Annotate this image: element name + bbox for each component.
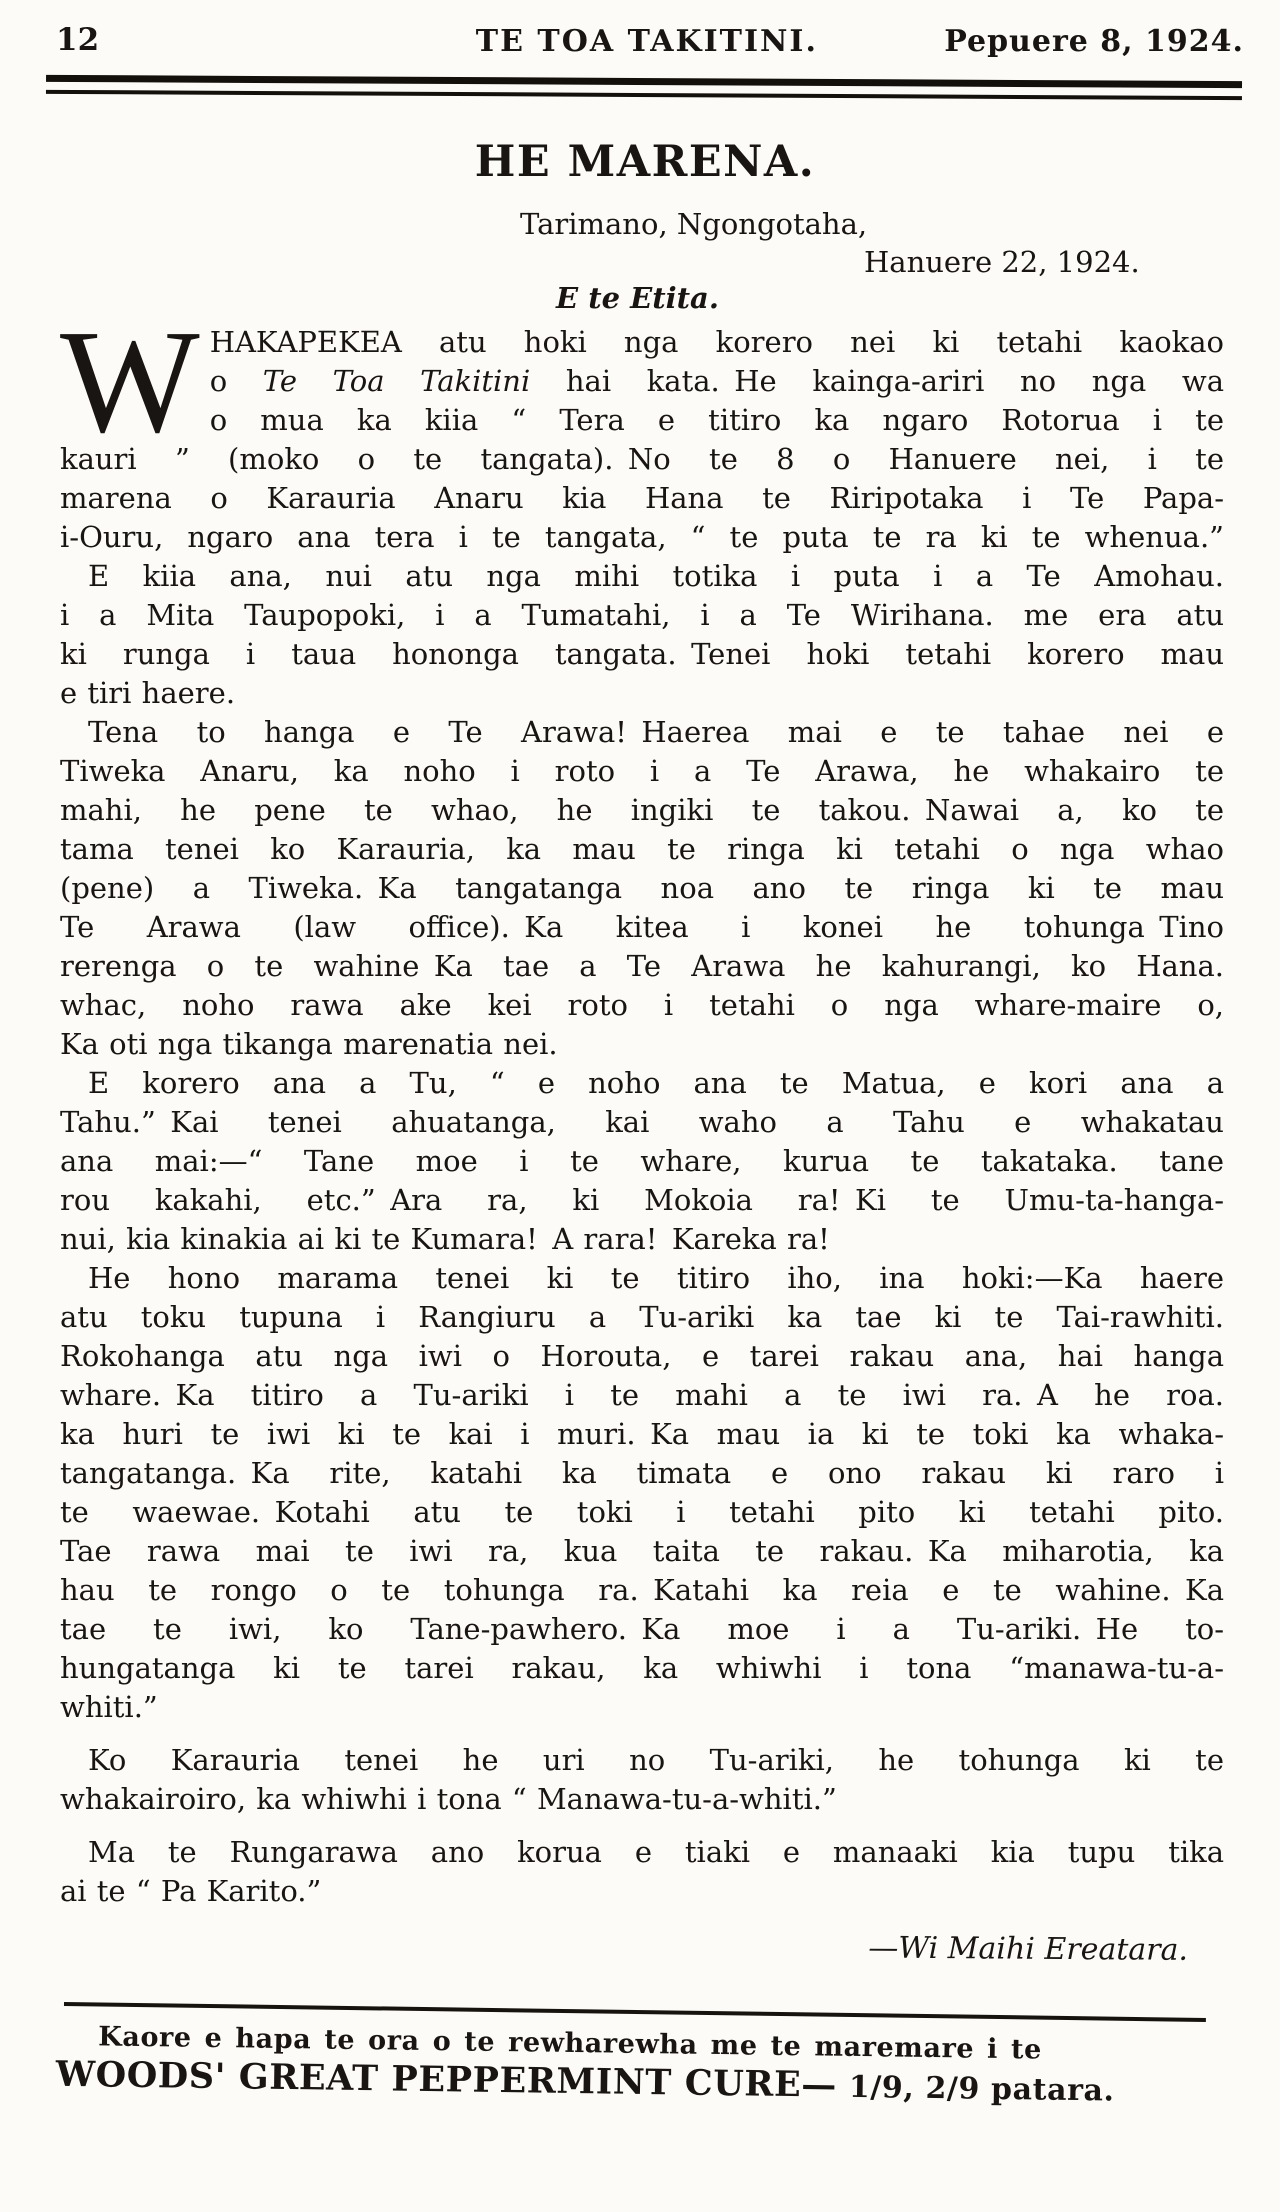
text-line: Te Arawa (law office). Ka kitea i konei he tohunga Tino (60, 910, 1224, 944)
paragraph (60, 1741, 1224, 1819)
text-line: Tena to hanga e Te Arawa! Haerea mai e te tahae nei e (88, 715, 1224, 749)
salutation: E te Etita. (556, 281, 719, 315)
text-line: o Te Toa Takitini hai kata. He kainga-ariri no nga wa (209, 364, 1225, 398)
page-header (0, 0, 1280, 66)
ad-price: 1/9, 2/9 patara. (848, 2069, 1115, 2109)
dateline-date: Hanuere 22, 1924. (864, 245, 1140, 279)
text-line: E kiia ana, nui atu nga mihi totika i puta i a Te Amohau. (88, 559, 1224, 593)
paragraph (60, 1833, 1224, 1911)
text-line: marena o Karauria Anaru kia Hana te Riripotaka i Te Papa- (60, 481, 1224, 515)
text-line: whare. Ka titiro a Tu-ariki i te mahi a te iwi ra. A he roa. (60, 1378, 1224, 1412)
header-double-rule (46, 75, 1242, 100)
text-line: Ma te Rungarawa ano korua e tiaki e manaaki kia tupu tika (88, 1835, 1224, 1869)
issue-date: Pepuere 8, 1924. (944, 24, 1244, 59)
text-line: He hono marama tenei ki te titiro iho, ina hoki:—Ka haere (88, 1261, 1224, 1295)
text-line: ka huri te iwi ki te kai i muri. Ka mau ia ki te toki ka whaka- (60, 1417, 1224, 1451)
text-line: mahi, he pene te whao, he ingiki te takou. Nawai a, ko te (60, 793, 1224, 827)
text-line: e tiri haere. (60, 676, 236, 710)
text-line: i-Ouru, ngaro ana tera i te tangata, “ te puta te ra ki te whenua.” (60, 520, 1224, 554)
article-body (0, 300, 1280, 1911)
text-line: kauri ” (moko o te tangata). No te 8 o Hanuere nei, i te (60, 442, 1224, 476)
ad-product-name: WOODS' GREAT PEPPERMINT CURE— (55, 2053, 838, 2106)
text-line: Tahu.” Kai tenei ahuatanga, kai waho a Tahu e whakatau (60, 1105, 1224, 1139)
dropcap-letter: W (60, 300, 196, 464)
paragraph (60, 1259, 1224, 1727)
text-line: o mua ka kiia “ Tera e titiro ka ngaro Rotorua i te (209, 403, 1224, 437)
footer-ad (0, 2020, 1280, 2112)
page-number: 12 (56, 22, 100, 58)
paragraph (60, 713, 1224, 1064)
text-line: Tiweka Anaru, ka noho i roto i a Te Arawa, he whakairo te (60, 754, 1224, 788)
paragraph (60, 300, 1225, 557)
text-line: atu toku tupuna i Rangiuru a Tu-ariki ka tae ki te Tai-rawhiti. (60, 1300, 1224, 1334)
footer-rule (64, 2002, 1206, 2022)
signature: —Wi Maihi Ereatara. (868, 1930, 1189, 1968)
masthead-title: TE TOA TAKITINI. (475, 24, 818, 59)
text-line: HAKAPEKEA atu hoki nga korero nei ki tetahi kaokao (209, 325, 1224, 359)
text-line: te waewae. Kotahi atu te toki i tetahi pito ki tetahi pito. (60, 1495, 1224, 1529)
text-line: Ka oti nga tikanga marenatia nei. (60, 1027, 558, 1061)
text-line: whiti.” (60, 1690, 158, 1724)
text-line: whac, noho rawa ake kei roto i tetahi o nga whare-maire o, (60, 988, 1224, 1022)
ad-text-line1: Kaore e hapa te ora o te rewharewha me te maremare i te (98, 2021, 1043, 2066)
text-line: rou kakahi, etc.” Ara ra, ki Mokoia ra! Ki te Umu-ta-hanga- (60, 1183, 1224, 1217)
text-line: Tae rawa mai te iwi ra, kua taita te rakau. Ka miharotia, ka (60, 1534, 1224, 1568)
text-line: i a Mita Taupopoki, i a Tumatahi, i a Te Wirihana. me era atu (60, 598, 1224, 632)
text-line: hungatanga ki te tarei rakau, ka whiwhi i tona “manawa-tu-a- (60, 1651, 1224, 1685)
text-line: ki runga i taua hononga tangata. Tenei hoki tetahi korero mau (60, 637, 1224, 671)
text-line: tama tenei ko Karauria, ka mau te ringa ki tetahi o nga whao (60, 832, 1224, 866)
text-line: rerenga o te wahine Ka tae a Te Arawa he kahurangi, ko Hana. (60, 949, 1224, 983)
text-line: ana mai:—“ Tane moe i te whare, kurua te takataka. tane (60, 1144, 1224, 1178)
text-line: tae te iwi, ko Tane-pawhero. Ka moe i a Tu-ariki. He to- (60, 1612, 1224, 1646)
text-line: whakairoiro, ka whiwhi i tona “ Manawa-tu-a-whiti.” (60, 1782, 837, 1816)
text-line: Ko Karauria tenei he uri no Tu-ariki, he tohunga ki te (88, 1743, 1224, 1777)
text-line: hau te rongo o te tohunga ra. Katahi ka reia e te wahine. Ka (60, 1573, 1224, 1607)
text-line: (pene) a Tiweka. Ka tangatanga noa ano te ringa ki te mau (60, 871, 1224, 905)
paragraph (60, 1064, 1224, 1259)
article-title: HE MARENA. (474, 137, 816, 187)
text-line: ai te “ Pa Karito.” (60, 1874, 322, 1908)
text-line: Rokohanga atu nga iwi o Horouta, e tarei rakau ana, hai hanga (60, 1339, 1224, 1373)
paragraph (60, 557, 1224, 713)
text-line: nui, kia kinakia ai ki te Kumara! A rara! Kareka ra! (60, 1222, 830, 1256)
text-line: E korero ana a Tu, “ e noho ana te Matua, e kori ana a (88, 1066, 1224, 1100)
text-line: tangatanga. Ka rite, katahi ka timata e ono rakau ki raro i (60, 1456, 1224, 1490)
dateline-place: Tarimano, Ngongotaha, (520, 207, 868, 241)
